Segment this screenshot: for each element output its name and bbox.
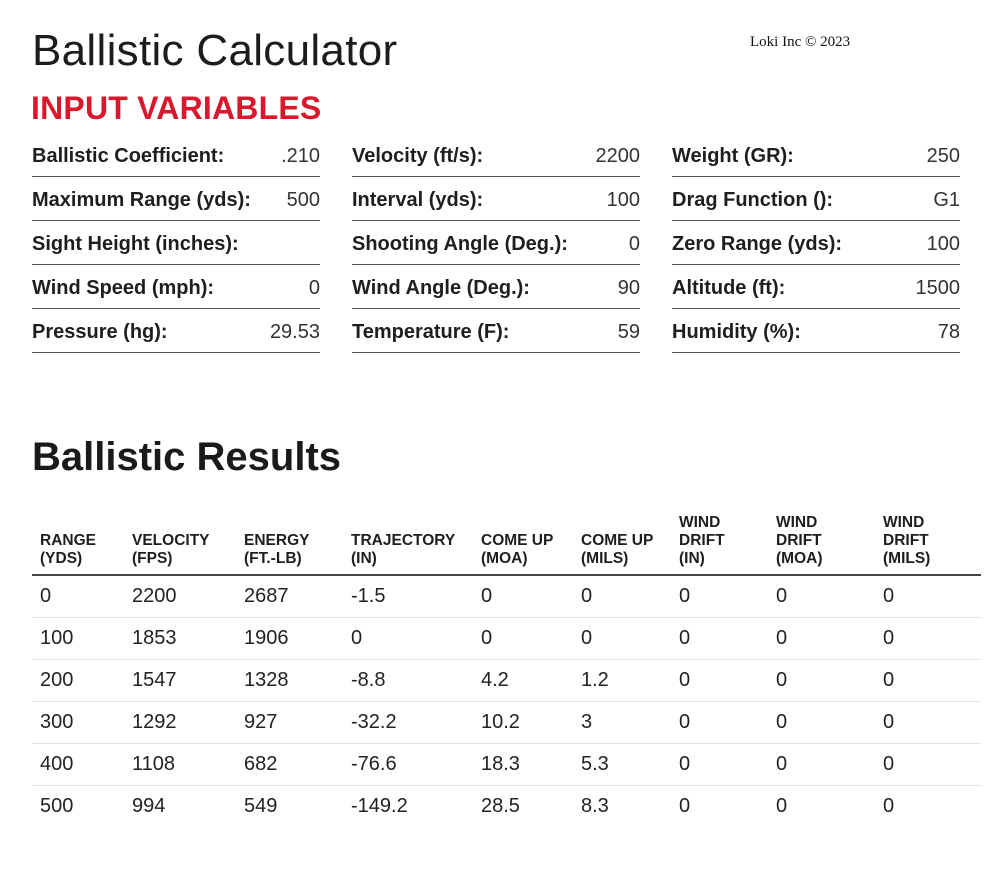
results-header-row <box>32 514 981 575</box>
input-row-altitude <box>672 265 960 309</box>
input-label: Sight Height (inches): <box>32 232 239 255</box>
table-row <box>32 786 981 828</box>
table-cell: 1853 <box>124 618 236 660</box>
column-header-come-up-mils: COME UP (MILS) <box>573 514 671 575</box>
table-cell: 0 <box>573 618 671 660</box>
table-cell: 0 <box>32 575 124 618</box>
table-cell: 682 <box>236 744 343 786</box>
table-row <box>32 744 981 786</box>
table-cell: 0 <box>671 744 768 786</box>
interval-value[interactable]: 100 <box>606 188 640 211</box>
table-cell: 1328 <box>236 660 343 702</box>
input-label: Shooting Angle (Deg.): <box>352 232 568 255</box>
table-cell: 8.3 <box>581 795 609 817</box>
table-cell: 1.2 <box>573 660 671 702</box>
input-row-sight-height <box>32 221 320 265</box>
table-row <box>32 702 981 744</box>
table-cell: 927 <box>236 702 343 744</box>
input-row-wind-speed <box>32 265 320 309</box>
table-cell: -149.2 <box>351 795 408 817</box>
altitude-value[interactable]: 1500 <box>915 276 960 299</box>
table-cell: 0 <box>768 618 875 660</box>
table-cell: 100 <box>32 618 124 660</box>
input-label: Wind Speed (mph): <box>32 276 215 299</box>
input-row-wind-angle <box>352 265 640 309</box>
table-cell: 994 <box>132 795 166 817</box>
table-cell: 0 <box>768 744 875 786</box>
table-cell: 3 <box>573 702 671 744</box>
input-label: Interval (yds): <box>352 188 484 211</box>
input-row-pressure <box>32 309 320 353</box>
table-cell: -76.6 <box>343 744 473 786</box>
drag-function-value[interactable]: G1 <box>933 188 960 211</box>
table-cell: 0 <box>573 575 671 618</box>
table-cell: 0 <box>875 702 981 744</box>
table-cell: 0 <box>875 575 981 618</box>
velocity-value[interactable]: 2200 <box>595 144 640 167</box>
table-cell: 0 <box>343 618 473 660</box>
input-row-velocity <box>352 133 640 177</box>
column-header-wind-drift-mils: WIND DRIFT (MILS) <box>875 514 981 575</box>
input-label: Humidity (%): <box>672 320 801 343</box>
table-cell: 0 <box>473 618 573 660</box>
copyright-notice: Loki Inc © 2023 <box>750 34 851 50</box>
table-cell: 0 <box>768 575 875 618</box>
table-cell: 1108 <box>124 744 236 786</box>
table-cell: 0 <box>776 795 788 817</box>
table-cell: 300 <box>32 702 124 744</box>
ballistic-coefficient-value[interactable]: .210 <box>281 144 320 167</box>
table-row <box>32 660 981 702</box>
temperature-value[interactable]: 59 <box>617 320 640 343</box>
input-row-interval <box>352 177 640 221</box>
input-variables-heading: INPUT VARIABLES <box>31 90 322 126</box>
input-row-temperature <box>352 309 640 353</box>
column-header-wind-drift-moa: WIND DRIFT (MOA) <box>768 514 875 575</box>
table-cell: 2687 <box>236 575 343 618</box>
input-label: Velocity (ft/s): <box>352 144 484 167</box>
input-variables-grid <box>32 133 959 353</box>
table-cell: 0 <box>768 660 875 702</box>
input-label: Wind Angle (Deg.): <box>352 276 530 299</box>
wind-angle-value[interactable]: 90 <box>617 276 640 299</box>
table-cell: 0 <box>679 795 691 817</box>
table-cell: 0 <box>875 618 981 660</box>
column-header-range: RANGE (YDS) <box>32 514 124 575</box>
shooting-angle-value[interactable]: 0 <box>628 232 640 255</box>
app-title: Ballistic Calculator <box>32 26 398 75</box>
table-cell: 18.3 <box>473 744 573 786</box>
zero-range-value[interactable]: 100 <box>926 232 960 255</box>
table-cell: 0 <box>671 702 768 744</box>
table-cell: 0 <box>875 744 981 786</box>
table-row <box>32 575 981 618</box>
table-cell: 0 <box>883 795 895 817</box>
table-cell: 28.5 <box>481 795 520 817</box>
table-cell: 549 <box>244 795 278 817</box>
table-cell: 0 <box>671 575 768 618</box>
table-cell: 1906 <box>236 618 343 660</box>
table-cell: -8.8 <box>343 660 473 702</box>
input-label: Zero Range (yds): <box>672 232 843 255</box>
table-cell: 1547 <box>124 660 236 702</box>
table-cell: 0 <box>875 660 981 702</box>
table-cell: 4.2 <box>473 660 573 702</box>
input-label: Maximum Range (yds): <box>32 188 251 211</box>
table-cell: 500 <box>40 795 74 817</box>
column-header-velocity: VELOCITY (FPS) <box>124 514 236 575</box>
input-label: Weight (GR): <box>672 144 794 167</box>
pressure-value[interactable]: 29.53 <box>269 320 320 343</box>
input-label: Ballistic Coefficient: <box>32 144 225 167</box>
table-cell: 400 <box>32 744 124 786</box>
table-cell: 5.3 <box>573 744 671 786</box>
table-cell: 2200 <box>124 575 236 618</box>
input-row-humidity <box>672 309 960 353</box>
table-cell: -1.5 <box>343 575 473 618</box>
results-table <box>32 514 981 827</box>
table-cell: 0 <box>671 618 768 660</box>
input-label: Altitude (ft): <box>672 276 786 299</box>
table-cell: -32.2 <box>343 702 473 744</box>
input-row-ballistic-coefficient <box>32 133 320 177</box>
input-row-maximum-range <box>32 177 320 221</box>
humidity-value[interactable]: 78 <box>937 320 960 343</box>
wind-speed-value[interactable]: 0 <box>308 276 320 299</box>
table-row <box>32 618 981 660</box>
table-cell: 10.2 <box>473 702 573 744</box>
input-row-shooting-angle <box>352 221 640 265</box>
table-cell: 1292 <box>124 702 236 744</box>
column-header-wind-drift-in: WIND DRIFT (IN) <box>671 514 768 575</box>
input-label: Pressure (hg): <box>32 320 168 343</box>
maximum-range-value[interactable]: 500 <box>286 188 320 211</box>
table-cell: 200 <box>32 660 124 702</box>
input-row-drag-function <box>672 177 960 221</box>
column-header-energy: ENERGY (FT.-LB) <box>236 514 343 575</box>
input-row-zero-range <box>672 221 960 265</box>
table-cell: 0 <box>473 575 573 618</box>
column-header-trajectory: TRAJECTORY (IN) <box>343 514 473 575</box>
input-label: Temperature (F): <box>352 320 510 343</box>
weight-value[interactable]: 250 <box>926 144 960 167</box>
input-label: Drag Function (): <box>672 188 834 211</box>
table-cell: 0 <box>768 702 875 744</box>
ballistic-results-heading: Ballistic Results <box>32 435 342 479</box>
input-row-weight <box>672 133 960 177</box>
column-header-come-up-moa: COME UP (MOA) <box>473 514 573 575</box>
table-cell: 0 <box>671 660 768 702</box>
